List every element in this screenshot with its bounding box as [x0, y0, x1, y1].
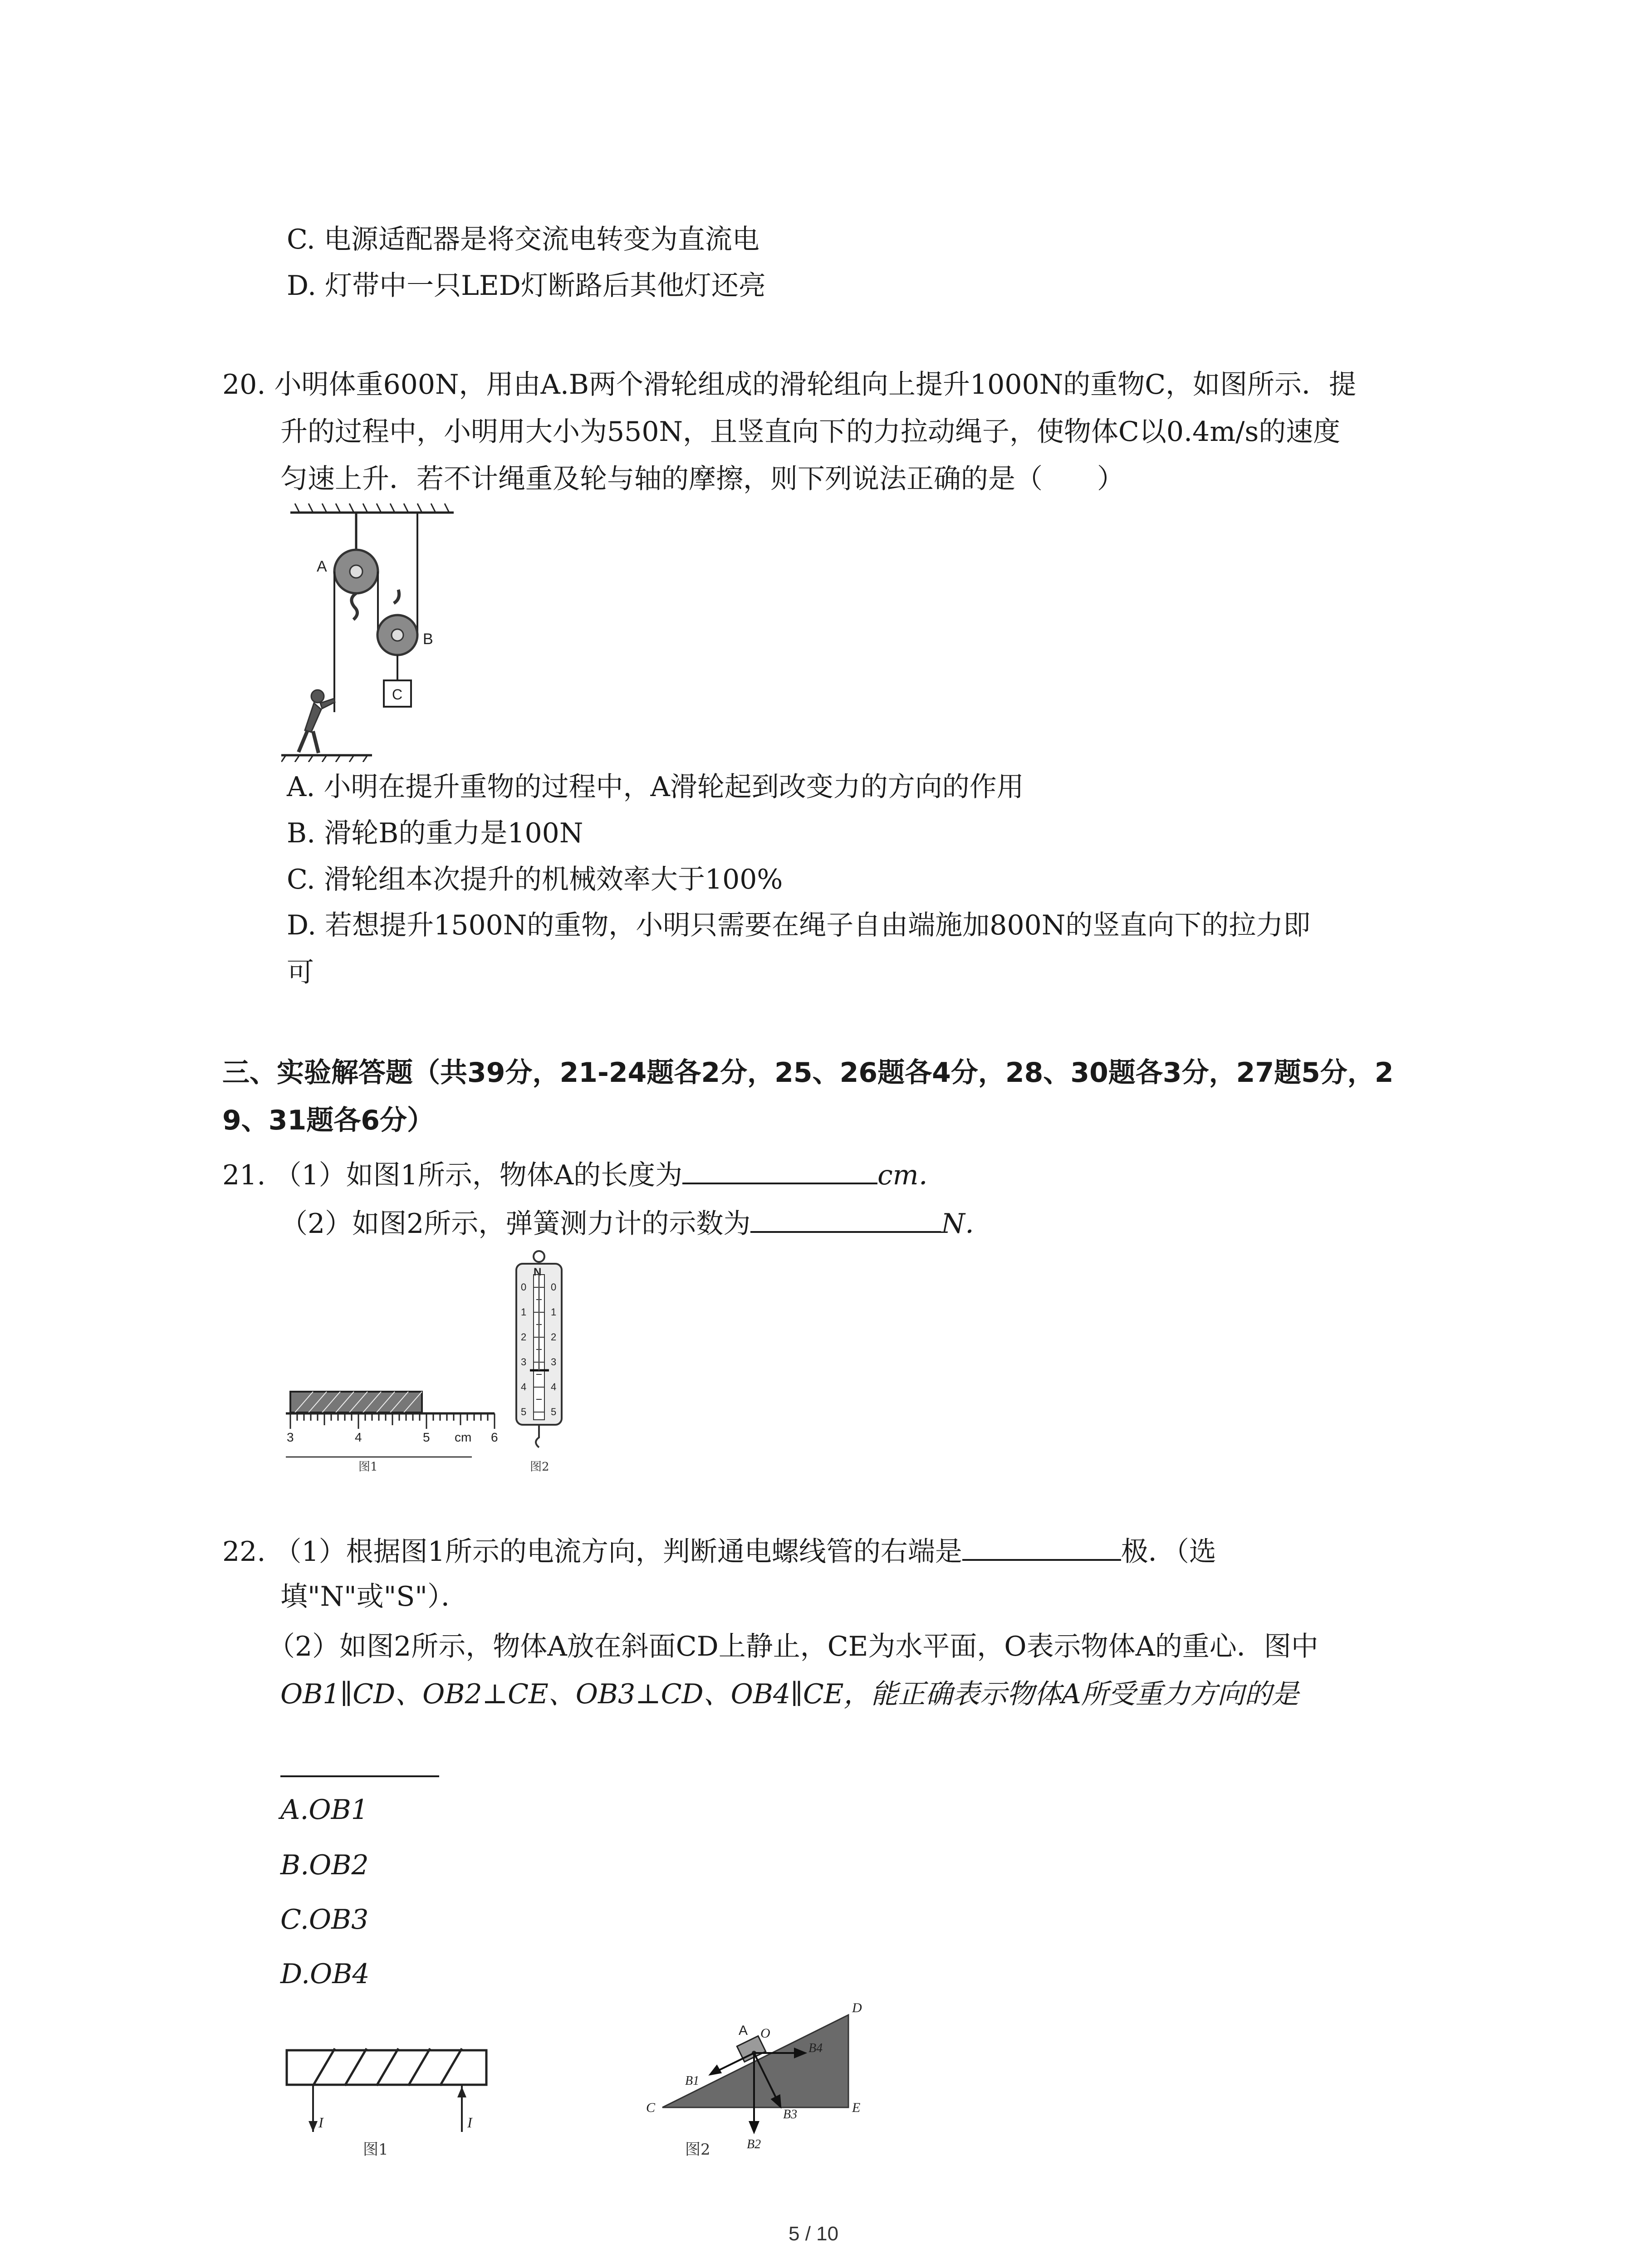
q22-choice-d: D.OB4 [280, 1958, 370, 1990]
scale-left-4: 4 [521, 1381, 527, 1393]
q20-option-d-line2: 可 [287, 957, 314, 988]
scale-right-2: 2 [551, 1331, 557, 1343]
incline-label-b4: B4 [808, 2041, 823, 2055]
q21-part2 [280, 1207, 992, 1240]
current-label-right: I [467, 2114, 472, 2131]
current-arrow-left [309, 2121, 318, 2132]
fig1-caption-solenoid: 图1 [363, 2141, 388, 2159]
scale-right-0: 0 [551, 1281, 557, 1293]
label-b: B [423, 631, 433, 648]
q20-stem-line2: 升的过程中，小明用大小为550N，且竖直向下的力拉动绳子，使物体C以0.4m/s的速度 [280, 416, 1341, 448]
ruler-tick-4: 4 [355, 1430, 362, 1444]
label-c: C [392, 686, 403, 703]
current-label-left: I [318, 2114, 323, 2131]
q22-part1-suffix: 极．（选 [1121, 1536, 1216, 1568]
q21-part2-unit: N． [941, 1208, 992, 1240]
q22-part2-blank[interactable] [280, 1752, 439, 1777]
scale-left-2: 2 [521, 1331, 527, 1343]
fig2-caption-incline: 图2 [685, 2141, 710, 2159]
q22-part2-line2: OB1∥CD、OB2⊥CE、OB3⊥CD、OB4∥CE，能正确表示物体A所受重力方向的是 [280, 1678, 1299, 1710]
q21-part1-blank[interactable] [682, 1159, 877, 1184]
q19-option-c: C. 电源适配器是将交流电转变为直流电 [287, 224, 759, 255]
incline-label-b2: B2 [747, 2137, 761, 2151]
fig2-caption-scale: 图2 [530, 1460, 549, 1474]
q22-choice-b: B.OB2 [280, 1849, 369, 1881]
scale-right-5: 5 [551, 1406, 557, 1418]
scale-left-0: 0 [521, 1281, 527, 1293]
q22-choice-c: C.OB3 [280, 1904, 369, 1936]
q20-option-b: B. 滑轮B的重力是100N [287, 817, 583, 849]
spring-scale [516, 1251, 562, 1447]
q22-answer-blank[interactable] [280, 1752, 439, 1782]
incline-label-e: E [852, 2100, 861, 2115]
ceiling-hatch [290, 503, 454, 513]
section-3-heading-line2: 9、31题各6分） [222, 1105, 434, 1136]
q19-option-d: D. 灯带中一只LED灯断路后其他灯还亮 [287, 270, 766, 302]
fig1-caption-ruler: 图1 [358, 1460, 378, 1474]
incline-label-c: C [646, 2100, 656, 2115]
q20-option-d-line1: D. 若想提升1500N的重物，小明只需要在绳子自由端施加800N的竖直向下的拉力即 [287, 909, 1311, 941]
scale-left-1: 1 [521, 1306, 527, 1318]
scale-right-4: 4 [551, 1381, 557, 1393]
q22-part2-line1: （2）如图2所示，物体A放在斜面CD上静止，CE为水平面，O表示物体A的重心．图中 [268, 1631, 1318, 1662]
scale-left-5: 5 [521, 1406, 527, 1418]
incline-label-b3: B3 [783, 2107, 798, 2121]
solenoid-figure [281, 2019, 499, 2168]
q20-stem-line1: 20. 小明体重600N，用由A.B两个滑轮组成的滑轮组向上提升1000N的重物C，如图所示．提 [222, 369, 1357, 401]
q21-part2-text: （2）如图2所示，弹簧测力计的示数为 [280, 1208, 751, 1240]
q22-part1-text: 22. （1）根据图1所示的电流方向，判断通电螺线管的右端是 [222, 1536, 962, 1568]
q21-part1 [222, 1159, 946, 1189]
incline-figure [635, 1996, 889, 2186]
section-3-heading-line1: 三、实验解答题（共39分，21-24题各2分，25、26题各4分，28、30题各3分，27题5分，2 [222, 1057, 1394, 1089]
ruler-unit: cm [455, 1430, 472, 1444]
q20-stem-line3: 匀速上升．若不计绳重及轮与轴的摩擦，则下列说法正确的是（ ） [280, 463, 1124, 495]
scale-right-3: 3 [551, 1356, 557, 1368]
current-arrow-right [457, 2087, 466, 2097]
incline-label-b1: B1 [685, 2074, 700, 2088]
scale-right-1: 1 [551, 1306, 557, 1318]
page-number: 5 / 10 [789, 2223, 839, 2245]
label-a: A [317, 558, 327, 575]
q20-option-a: A. 小明在提升重物的过程中，A滑轮起到改变力的方向的作用 [287, 771, 1024, 803]
scale-left-3: 3 [521, 1356, 527, 1368]
incline-plane [662, 2015, 848, 2107]
q20-option-c: C. 滑轮组本次提升的机械效率大于100% [287, 864, 783, 895]
person-pulling [299, 690, 335, 753]
ruler-tick-5: 5 [423, 1430, 430, 1444]
scale-letter-n: N [534, 1266, 542, 1278]
ruler-figure [281, 1247, 599, 1474]
q21-part1-unit: cm． [877, 1159, 946, 1191]
q21-part2-blank[interactable] [750, 1207, 941, 1233]
q22-part1-line2: 填"N"或"S"）． [280, 1581, 468, 1613]
pulley-system-figure [281, 499, 472, 762]
ruler-tick-3: 3 [287, 1430, 294, 1444]
incline-label-a: A [739, 2023, 748, 2038]
q22-part1-blank[interactable] [962, 1535, 1121, 1561]
incline-label-d: D [852, 2000, 862, 2015]
q21-part1-text: 21. （1）如图1所示，物体A的长度为 [222, 1159, 683, 1191]
q22-part1-line1 [222, 1535, 1216, 1568]
ruler-tick-6: 6 [491, 1430, 498, 1444]
incline-label-o: O [760, 2026, 770, 2041]
q22-choice-a: A.OB1 [280, 1794, 368, 1826]
